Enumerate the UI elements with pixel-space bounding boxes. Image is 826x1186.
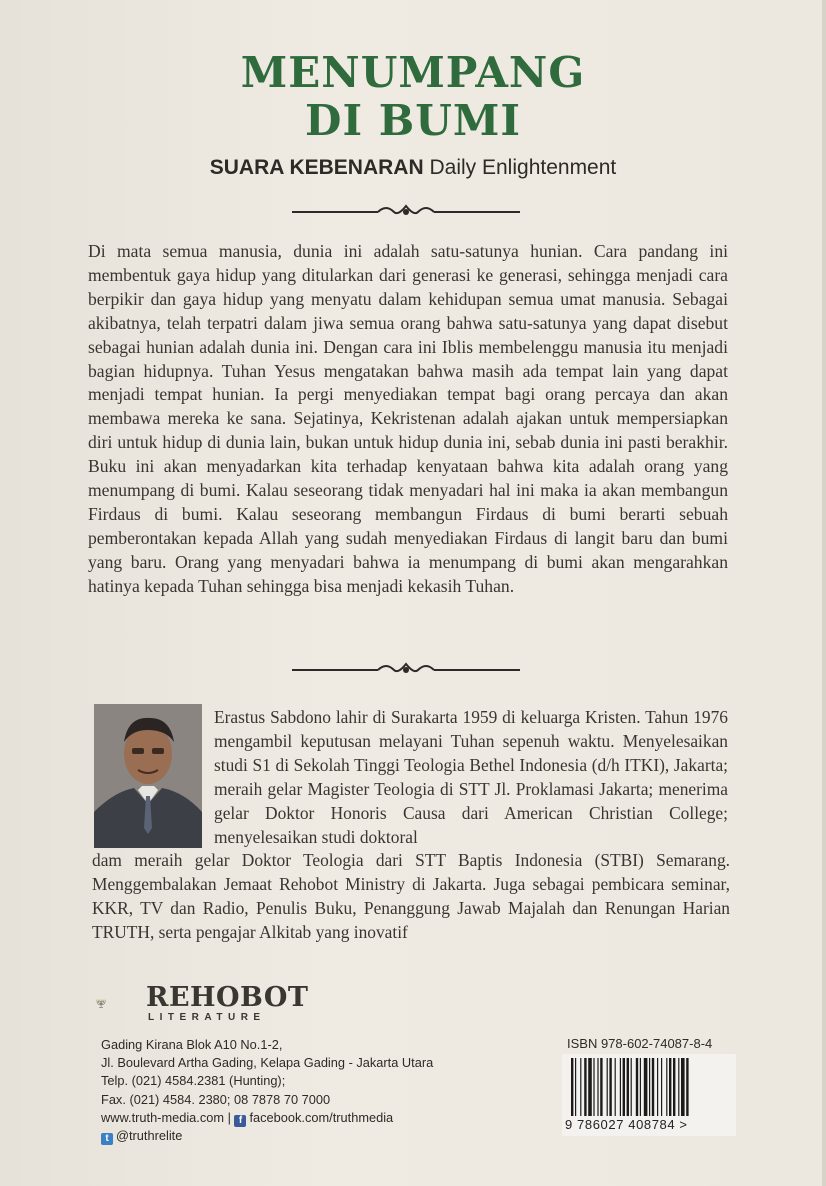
barcode-bar xyxy=(644,1058,648,1116)
book-title-line1: MENUMPANG xyxy=(240,48,586,97)
series-name: SUARA KEBENARAN xyxy=(209,156,424,179)
publisher-subname: LITERATURE xyxy=(148,1012,266,1023)
barcode-bar xyxy=(571,1058,573,1116)
series-subtitle xyxy=(150,156,676,180)
facebook-link[interactable]: facebook.com/truthmedia xyxy=(249,1109,394,1125)
book-title-line2: DI BUMI xyxy=(305,96,521,145)
barcode-bar xyxy=(623,1058,625,1116)
barcode-bar xyxy=(620,1058,621,1116)
publisher-address xyxy=(101,1036,461,1145)
author-photo xyxy=(94,704,202,848)
barcode-bar xyxy=(666,1058,667,1116)
barcode-bar xyxy=(686,1058,688,1116)
separator: | xyxy=(227,1109,231,1125)
divider-ornament-bottom xyxy=(290,659,522,681)
book-synopsis xyxy=(88,240,728,599)
cover-edge xyxy=(822,0,826,1186)
twitter-icon: t xyxy=(101,1133,113,1145)
twitter-line xyxy=(101,1127,461,1145)
barcode-bar xyxy=(615,1058,616,1116)
isbn-label: ISBN 978-602-74087-8-4 xyxy=(567,1036,713,1051)
author-bio-bottom: dam meraih gelar Doktor Teologia dari STT Baptis Indonesia (STBI) Semarang. Menggembalakan Jemaat Rehobot Ministry di Jakarta. Juga sebagai pembicara seminar, KKR, TV dan Radio, Penulis Buku, Penanggung Jawab Majalah dan Renungan Harian TRUTH, serta pengajar Alkitab yang inovatif xyxy=(92,850,730,942)
address-line: Gading Kirana Blok A10 No.1-2, xyxy=(101,1037,283,1052)
web-line xyxy=(101,1109,461,1127)
barcode-bar xyxy=(580,1058,581,1116)
series-tagline: Daily Enlightenment xyxy=(429,156,617,179)
barcode-bar xyxy=(636,1058,638,1116)
barcode-bar xyxy=(631,1058,632,1116)
synopsis-text: Di mata semua manusia, dunia ini adalah satu-satunya hunian. Cara pandang ini membentuk gaya hidup yang ditularkan dari generasi ke generasi, sehingga menjadi cara berpikir dan gaya hidup yang menyatu dalam kehidupan semua umat manusia. Sebagai akibatnya, telah terpatri dalam jiwa semua orang bahwa satu-satunya yang dapat disebut sebagai hunian adalah dunia ini. Dengan cara ini Iblis membelenggu manusia itu menjadi bagian hidupnya. Tuhan Yesus mengatakan bahwa masih ada tempat lain yang dapat menjadi tempat hunian. Ia pergi menyediakan tempat bagi orang percaya dan akan membawa mereka ke sana. Sejatinya, Kekristenan adalah ajakan untuk mempersiapkan diri untuk hidup di dunia lain, bukan untuk hidup dunia ini, sebab dunia ini pasti berakhir. Buku ini akan menyadarkan kita terhadap kenyataan bahwa kita adalah orang yang menumpang di bumi. Kalau seseorang tidak menyadari hal ini maka ia akan membangun Firdaus di bumi. Kalau seseorang membangun Firdaus di bumi berarti sebuah pemberontakan kepada Allah yang sudah menyediakan Firdaus di langit baru dan bumi yang baru. Orang yang menyadari bahwa ia menumpang di bumi akan mengarahkan hatinya kepada Tuhan sehingga bisa menjadi kekasih Tuhan. xyxy=(88,241,728,596)
address-line: Telp. (021) 4584.2381 (Hunting); xyxy=(101,1073,286,1089)
barcode-bar xyxy=(588,1058,592,1116)
barcode-image xyxy=(567,1058,729,1120)
barcode-bar xyxy=(593,1058,594,1116)
facebook-icon: f xyxy=(234,1115,246,1127)
barcode-bar xyxy=(661,1058,662,1116)
twitter-handle[interactable]: @truthrelite xyxy=(116,1128,183,1144)
barcode-bar xyxy=(657,1058,658,1116)
address-line: Fax. (021) 4584. 2380; 08 7878 70 7000 xyxy=(101,1091,331,1107)
barcode-bar xyxy=(652,1058,654,1116)
menorah-logo-icon xyxy=(96,982,142,1026)
author-bio-top: Erastus Sabdono lahir di Surakarta 1959 di keluarga Kristen. Tahun 1976 mengambil keputusan melayani Tuhan sepenuh waktu. Menyelesaikan studi S1 di Sekolah Tinggi Teologia Bethel Indonesia (d/h ITKI), Jakarta; meraih gelar Magister Teologia di STT Jl. Proklamasi Jakarta; menerima gelar Doktor Honoris Causa dari American Christian College; menyelesaikan studi doktoral xyxy=(214,707,728,847)
barcode-bar xyxy=(575,1058,576,1116)
website-link[interactable]: www.truth-media.com xyxy=(101,1109,225,1125)
barcode-number: 9 786027 408784 > xyxy=(565,1117,688,1132)
divider-ornament-top xyxy=(290,200,522,222)
publisher-name: REHOBOT xyxy=(146,982,309,1013)
barcode-bar xyxy=(681,1058,685,1116)
barcode-bar xyxy=(678,1058,679,1116)
barcode-bar xyxy=(669,1058,671,1116)
barcode-bar xyxy=(649,1058,650,1116)
barcode-bar xyxy=(673,1058,675,1116)
barcode-bar xyxy=(627,1058,629,1116)
barcode-bar xyxy=(640,1058,641,1116)
barcode-bar xyxy=(597,1058,598,1116)
barcode-bar xyxy=(609,1058,611,1116)
barcode-bar xyxy=(607,1058,608,1116)
address-line: Jl. Boulevard Artha Gading, Kelapa Gading - Jakarta Utara xyxy=(101,1055,434,1071)
barcode-bar xyxy=(600,1058,602,1116)
barcode-bar xyxy=(584,1058,586,1116)
